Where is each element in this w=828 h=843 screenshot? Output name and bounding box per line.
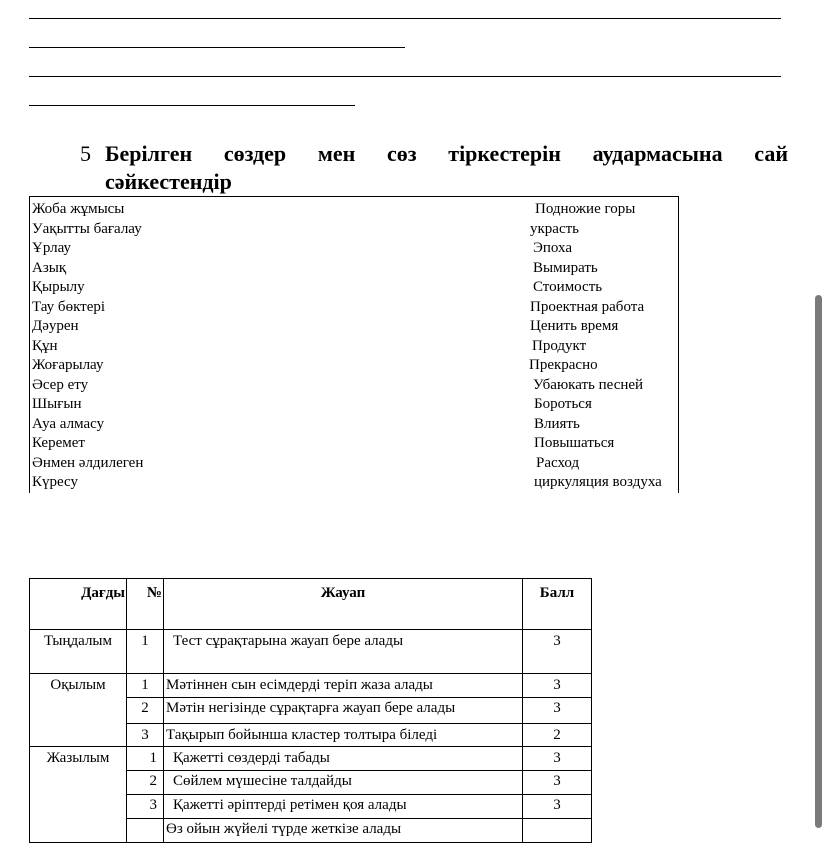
russian-translation: Бороться (534, 396, 592, 412)
header-skill: Дағды (30, 579, 127, 630)
header-score: Балл (523, 579, 592, 630)
scrollbar[interactable] (815, 295, 822, 828)
score-cell: 3 (523, 630, 592, 674)
kazakh-term: Қырылу (32, 279, 85, 295)
assessment-table (29, 578, 592, 843)
match-row (30, 356, 678, 376)
header-number: № (127, 579, 164, 630)
number-cell: 3 (127, 724, 164, 747)
match-row (30, 395, 678, 415)
matching-box (29, 196, 679, 493)
russian-translation: Расход (536, 454, 580, 471)
russian-translation: Подножие горы (535, 201, 636, 217)
russian-translation: циркуляция воздуха (534, 474, 662, 490)
russian-translation: Продукт (532, 337, 587, 354)
kazakh-term: Керемет (32, 435, 85, 451)
answer-line (29, 47, 405, 48)
russian-translation: Вымирать (533, 259, 598, 276)
kazakh-term: Дәурен (32, 318, 79, 334)
match-row (30, 259, 678, 279)
match-row (30, 376, 678, 396)
table-row (30, 630, 592, 674)
score-cell: 3 (523, 795, 592, 819)
kazakh-term: Шығын (32, 396, 82, 412)
exercise-heading (80, 140, 788, 196)
number-cell: 3 (127, 795, 164, 819)
number-cell: 1 (127, 747, 164, 771)
answer-cell: Мәтіннен сын есімдерді теріп жаза алады (164, 674, 523, 698)
answer-cell: Өз ойын жүйелі түрде жеткізе алады (164, 819, 523, 843)
answer-line (29, 18, 781, 19)
russian-translation: Эпоха (533, 240, 573, 256)
kazakh-term: Жоба жұмысы (32, 201, 125, 217)
russian-translation: Ценить время (530, 318, 619, 334)
skill-cell: Жазылым (30, 747, 127, 843)
number-cell: 1 (127, 674, 164, 698)
match-row (30, 239, 678, 259)
match-row (30, 200, 678, 220)
kazakh-term: Ұрлау (32, 240, 72, 256)
kazakh-term: Тау бөктері (32, 298, 106, 315)
exercise-number: 5 (80, 141, 91, 166)
score-cell (523, 819, 592, 843)
number-cell: 1 (127, 630, 164, 674)
kazakh-term: Әсер ету (32, 376, 89, 393)
score-cell: 3 (523, 674, 592, 698)
number-cell: 2 (127, 698, 164, 724)
kazakh-term: Уақытты бағалау (32, 220, 142, 237)
match-row (30, 317, 678, 337)
kazakh-term: Күресу (32, 474, 78, 490)
header-answer: Жауап (164, 579, 523, 630)
skill-cell: Тыңдалым (30, 630, 127, 674)
skill-cell: Оқылым (30, 674, 127, 747)
kazakh-term: Азық (32, 259, 67, 276)
number-cell (127, 819, 164, 843)
answer-cell: Қажетті әріптерді ретімен қоя алады (164, 795, 523, 819)
match-row (30, 298, 678, 318)
answer-cell: Сөйлем мүшесіне талдайды (164, 771, 523, 795)
russian-translation: Влиять (534, 415, 580, 432)
answer-cell: Қажетті сөздерді табады (164, 747, 523, 771)
answer-line (29, 105, 355, 106)
russian-translation: украсть (530, 220, 579, 237)
answer-line (29, 76, 781, 77)
match-row (30, 434, 678, 454)
answer-cell: Тест сұрақтарына жауап бере алады (164, 630, 523, 674)
russian-translation: Стоимость (533, 279, 603, 295)
kazakh-term: Жоғарылау (32, 357, 104, 373)
kazakh-term: Құн (32, 337, 58, 354)
answer-cell: Мәтін негізінде сұрақтарға жауап бере алады (164, 698, 523, 724)
score-cell: 2 (523, 724, 592, 747)
match-row (30, 337, 678, 357)
number-cell: 2 (127, 771, 164, 795)
russian-translation: Убаюкать песней (533, 376, 644, 393)
match-row (30, 415, 678, 435)
exercise-title: Берілген сөздер мен сөз тіркестерін аудармасына сай сәйкестендір (105, 141, 788, 194)
score-cell: 3 (523, 698, 592, 724)
table-header-row (30, 579, 592, 630)
kazakh-term: Ауа алмасу (32, 415, 105, 432)
match-row (30, 454, 678, 474)
answer-cell: Тақырып бойынша кластер толтыра біледі (164, 724, 523, 747)
match-row (30, 473, 678, 493)
match-row (30, 278, 678, 298)
score-cell: 3 (523, 771, 592, 795)
kazakh-term: Әнмен әлдилеген (32, 454, 144, 471)
table-row (30, 674, 592, 698)
russian-translation: Прекрасно (529, 357, 598, 373)
russian-translation: Повышаться (534, 435, 615, 451)
match-row (30, 220, 678, 240)
score-cell: 3 (523, 747, 592, 771)
table-row (30, 747, 592, 771)
russian-translation: Проектная работа (530, 298, 645, 315)
